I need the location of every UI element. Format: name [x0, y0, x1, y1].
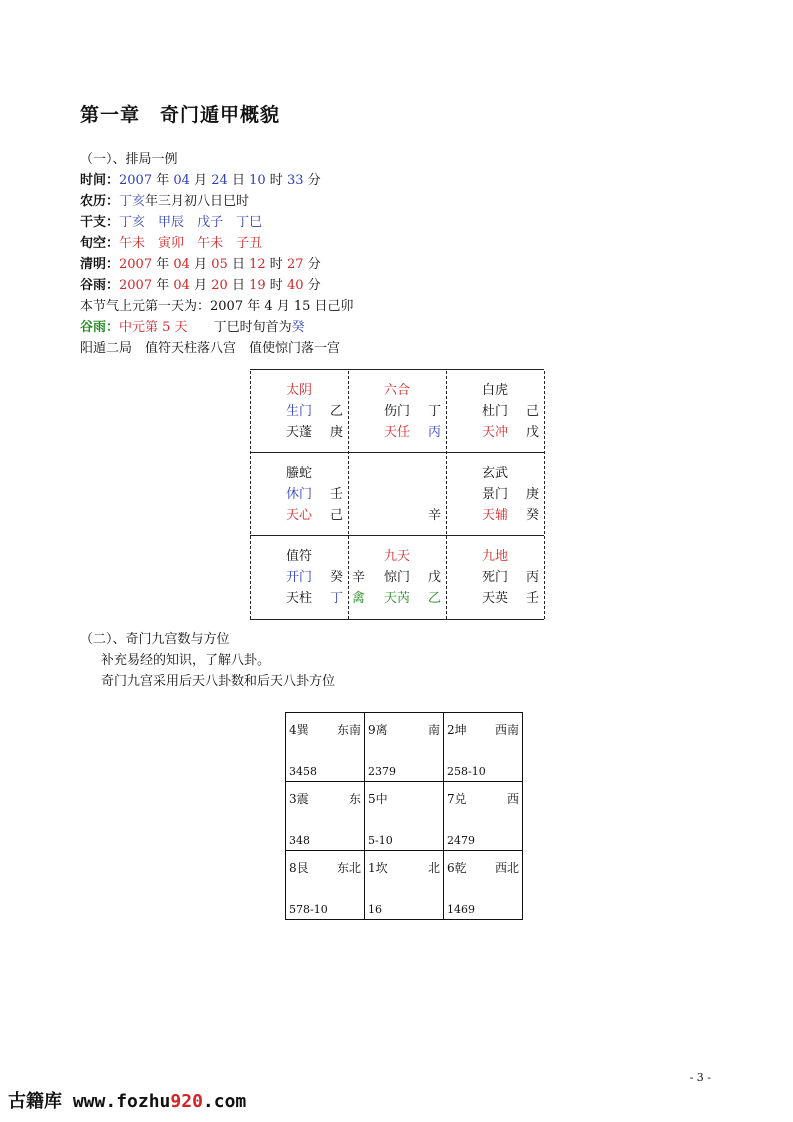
- guyu-yuan-line: [80, 317, 305, 338]
- ganzhi-label: 干支：: [80, 215, 120, 230]
- nine-row: [286, 782, 523, 851]
- qingming-label: 清明：: [80, 257, 120, 272]
- unit-minute: 分: [307, 278, 321, 293]
- ganzhi-year: 丁亥: [119, 215, 146, 230]
- ganzhi-hour: 丁巳: [236, 215, 263, 230]
- guyu2-label: 谷雨：: [80, 320, 120, 335]
- lunar-rest: 年三月初八日巳时: [145, 194, 250, 209]
- palace-god: 九天: [384, 549, 411, 564]
- pan-palace-8: [352, 545, 454, 625]
- palace-door: 生门: [286, 404, 313, 419]
- footer-url-a: www.fozhu: [72, 1091, 171, 1112]
- palace-direction: 南: [427, 723, 440, 737]
- pan-left-edge: [250, 371, 251, 619]
- xunkong-day: 午未: [197, 236, 224, 251]
- pan-palace-4: [260, 462, 356, 542]
- palace-star: 天英: [482, 591, 509, 606]
- palace-star-stem: 己: [330, 508, 344, 523]
- xunkong-month: 寅卯: [158, 236, 185, 251]
- ganzhi-line: [80, 212, 262, 233]
- palace-numbers: 348: [289, 834, 310, 847]
- palace-cell: [365, 851, 444, 920]
- palace-direction: 东南: [336, 723, 361, 737]
- palace-direction: 西: [506, 792, 519, 806]
- footer-site-name: 古籍库: [8, 1091, 62, 1112]
- guyu-month: 04: [173, 278, 190, 293]
- palace-door-stem: 癸: [330, 570, 344, 585]
- palace-star: 天柱: [286, 591, 313, 606]
- xunkong-year: 午未: [119, 236, 146, 251]
- guyu-day: 20: [211, 278, 228, 293]
- guyu2-xun: 丁巳时旬首为: [213, 320, 292, 335]
- qingming-minute: 27: [286, 257, 304, 272]
- footer-watermark: [8, 1087, 246, 1113]
- time-minute: 33: [286, 173, 304, 188]
- lunar-label: 农历：: [80, 194, 120, 209]
- qimen-pan: [248, 369, 546, 621]
- unit-hour: 时: [269, 257, 283, 272]
- palace-heading: [368, 721, 440, 738]
- palace-star-stem: 壬: [526, 591, 540, 606]
- palace-numbers: 2479: [447, 834, 475, 847]
- unit-year: 年: [156, 173, 170, 188]
- palace-star-prefix: 禽: [352, 591, 366, 606]
- lunar-ganzhi: 丁亥: [119, 194, 146, 209]
- jieqi-note: 本节气上元第一天为：2007 年 4 月 15 日己卯: [80, 299, 354, 314]
- palace-star-stem: 乙: [428, 591, 442, 606]
- guyu-minute: 40: [286, 278, 304, 293]
- unit-day: 日: [231, 278, 245, 293]
- palace-cell: [365, 713, 444, 782]
- section2-heading: （二）、奇门九宫数与方位: [80, 632, 230, 647]
- palace-numbers: 258-10: [447, 765, 486, 778]
- palace-door: 景门: [482, 487, 509, 502]
- pan-palace-2: [358, 379, 454, 459]
- palace-star-stem: 辛: [428, 508, 442, 523]
- palace-door-stem: 戊: [428, 570, 442, 585]
- palace-god: 玄武: [482, 466, 509, 481]
- palace-direction: 东北: [336, 861, 361, 875]
- nine-row: [286, 851, 523, 920]
- palace-door: 休门: [286, 487, 313, 502]
- footer-url-b: 920: [170, 1091, 203, 1112]
- page-number: - 3 -: [689, 1071, 711, 1084]
- palace-star-stem: 丁: [330, 591, 344, 606]
- xunkong-line: [80, 233, 262, 254]
- palace-star: 天芮: [384, 591, 411, 606]
- guyu-year: 2007: [119, 278, 153, 293]
- qingming-line: [80, 254, 321, 275]
- ganzhi-day: 戊子: [197, 215, 224, 230]
- palace-direction: 北: [427, 861, 440, 875]
- unit-day: 日: [231, 257, 245, 272]
- palace-numbers: 578-10: [289, 903, 328, 916]
- time-label: 时间：: [80, 173, 120, 188]
- section1-heading: （一）、排局一例: [80, 152, 178, 167]
- palace-name: 3震: [289, 792, 309, 806]
- palace-heading: [368, 859, 440, 876]
- palace-star: 天冲: [482, 425, 509, 440]
- palace-god: 值符: [286, 549, 313, 564]
- qingming-month: 04: [173, 257, 190, 272]
- palace-god: 九地: [482, 549, 509, 564]
- pan-palace-5: [358, 462, 454, 542]
- guyu2-gui: 癸: [291, 320, 305, 335]
- pan-border-top: [250, 369, 544, 370]
- palace-heading: [289, 859, 361, 876]
- palace-cell: [444, 782, 523, 851]
- unit-month: 月: [194, 173, 208, 188]
- pan-palace-6: [456, 462, 552, 542]
- palace-name: 8艮: [289, 861, 309, 875]
- palace-heading: [368, 790, 440, 807]
- footer-url-c: .com: [202, 1091, 247, 1112]
- palace-cell: [286, 851, 365, 920]
- palace-cell: [365, 782, 444, 851]
- pan-palace-9: [456, 545, 552, 625]
- guyu-line: [80, 275, 321, 296]
- palace-numbers: 2379: [368, 765, 396, 778]
- palace-door-stem: 乙: [330, 404, 344, 419]
- unit-day: 日: [231, 173, 245, 188]
- time-hour: 10: [249, 173, 266, 188]
- palace-numbers: 3458: [289, 765, 317, 778]
- palace-door: 杜门: [482, 404, 509, 419]
- palace-heading: [447, 721, 519, 738]
- unit-hour: 时: [269, 278, 283, 293]
- chapter-title: 第一章 奇门遁甲概貌: [80, 104, 281, 126]
- palace-door-stem: 丁: [428, 404, 442, 419]
- palace-direction: 西南: [494, 723, 519, 737]
- unit-year: 年: [156, 257, 170, 272]
- qingming-hour: 12: [249, 257, 266, 272]
- palace-name: 7兑: [447, 792, 467, 806]
- section2-p1: 补充易经的知识，了解八卦。: [101, 653, 271, 668]
- time-year: 2007: [119, 173, 153, 188]
- palace-god: 白虎: [482, 383, 509, 398]
- time-line: [80, 170, 321, 191]
- qingming-year: 2007: [119, 257, 153, 272]
- palace-star: 天蓬: [286, 425, 313, 440]
- pan-palace-1: [260, 379, 356, 459]
- palace-numbers: 16: [368, 903, 382, 916]
- guyu-label: 谷雨：: [80, 278, 120, 293]
- unit-month: 月: [194, 257, 208, 272]
- palace-heading: [289, 721, 361, 738]
- palace-cell: [286, 782, 365, 851]
- palace-direction: 东: [348, 792, 361, 806]
- palace-heading: [447, 790, 519, 807]
- unit-minute: 分: [307, 257, 321, 272]
- palace-name: 9离: [368, 723, 388, 737]
- unit-month: 月: [194, 278, 208, 293]
- palace-star: 天任: [384, 425, 411, 440]
- palace-star: 天辅: [482, 508, 509, 523]
- palace-door-stem: 己: [526, 404, 540, 419]
- palace-door-stem: 庚: [526, 487, 540, 502]
- palace-name: 6乾: [447, 861, 467, 875]
- nine-palaces-table: [285, 712, 523, 920]
- palace-star-stem: 癸: [526, 508, 540, 523]
- palace-name: 5中: [368, 792, 388, 806]
- palace-star-stem: 庚: [330, 425, 344, 440]
- palace-name: 4巽: [289, 723, 309, 737]
- palace-star-stem: 丙: [428, 425, 442, 440]
- palace-door: 惊门: [384, 570, 411, 585]
- unit-year: 年: [156, 278, 170, 293]
- palace-star-stem: 戊: [526, 425, 540, 440]
- section2-p2: 奇门九宫采用后天八卦数和后天八卦方位: [101, 674, 336, 689]
- ganzhi-month: 甲辰: [158, 215, 185, 230]
- unit-hour: 时: [269, 173, 283, 188]
- palace-direction: 西北: [494, 861, 519, 875]
- palace-heading: [289, 790, 361, 807]
- guyu2-yuan: 中元第 5 天: [119, 320, 188, 335]
- pan-palace-7: [260, 545, 356, 625]
- palace-god: 太阴: [286, 383, 313, 398]
- palace-cell: [444, 851, 523, 920]
- nine-row: [286, 713, 523, 782]
- palace-god: 螣蛇: [286, 466, 313, 481]
- palace-door: 死门: [482, 570, 509, 585]
- xunkong-hour: 子丑: [236, 236, 263, 251]
- lunar-line: [80, 191, 249, 212]
- palace-cell: [444, 713, 523, 782]
- palace-name: 2坤: [447, 723, 467, 737]
- palace-door: 开门: [286, 570, 313, 585]
- palace-numbers: 5-10: [368, 834, 393, 847]
- palace-numbers: 1469: [447, 903, 475, 916]
- pan-palace-3: [456, 379, 552, 459]
- palace-door-stem: 丙: [526, 570, 540, 585]
- guyu-hour: 19: [249, 278, 266, 293]
- palace-door: 伤门: [384, 404, 411, 419]
- palace-door-prefix: 辛: [352, 570, 366, 585]
- ju-line: 阳遁二局 值符天柱落八宫 值使惊门落一宫: [80, 341, 341, 356]
- xunkong-label: 旬空：: [80, 236, 120, 251]
- qingming-day: 05: [211, 257, 228, 272]
- palace-heading: [447, 859, 519, 876]
- palace-god: 六合: [384, 383, 411, 398]
- palace-name: 1坎: [368, 861, 388, 875]
- time-month: 04: [173, 173, 190, 188]
- time-day: 24: [211, 173, 228, 188]
- unit-minute: 分: [307, 173, 321, 188]
- palace-door-stem: 壬: [330, 487, 344, 502]
- palace-star: 天心: [286, 508, 313, 523]
- palace-cell: [286, 713, 365, 782]
